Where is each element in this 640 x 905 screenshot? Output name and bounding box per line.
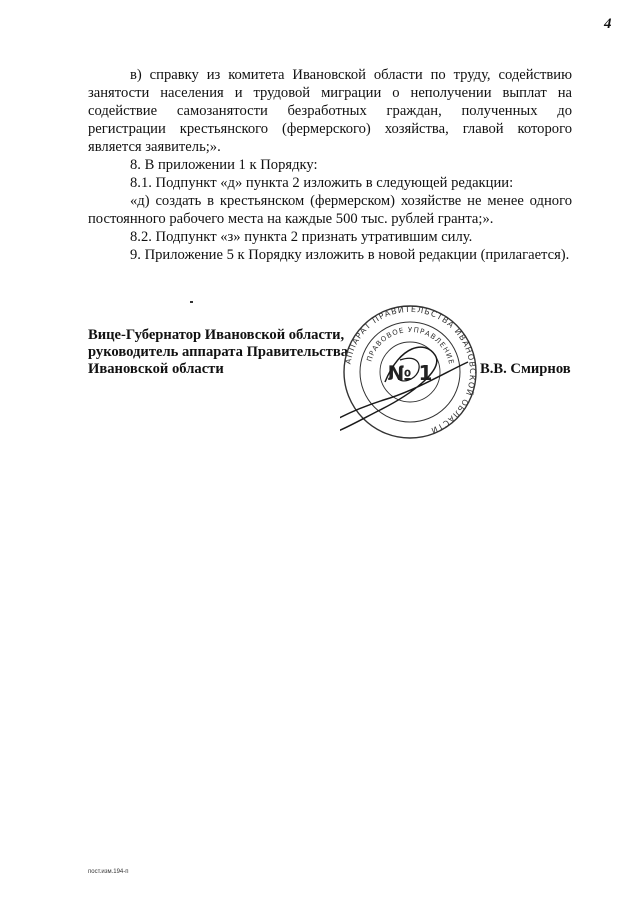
stamp-outer-text: АППАРАТ ПРАВИТЕЛЬСТВА ИВАНОВСКОЙ ОБЛАСТИ [343, 304, 478, 436]
paragraph-item-v: в) справку из комитета Ивановской области по труду, содействию занятости населения и трудовой миграции о неполучении выплат на содействие самозанятости безработных граждан, полученных до регистрации крестьянского (фермерского) хозяйства, главой которого является заявитель;». [88, 67, 572, 155]
position-line-2: руководитель аппарата Правительства [88, 344, 348, 360]
stamp-number: № 1 [387, 361, 433, 385]
paragraph-8-1: 8.1. Подпункт «д» пункта 2 изложить в следующей редакции: [130, 175, 514, 191]
svg-text:ПРАВОВОЕ УПРАВЛЕНИЕ [365, 326, 455, 366]
document-footer-code: пост.изм.194-п [88, 869, 129, 875]
paragraph-8: 8. В приложении 1 к Порядку: [130, 157, 318, 173]
paragraph-d-quote: «д) создать в крестьянском (фермерском) хозяйстве не менее одного постоянного рабочего места на каждые 500 тыс. рублей гранта;». [88, 193, 572, 227]
signatory-name: В.В. Смирнов [480, 361, 571, 377]
scan-speck [190, 301, 193, 303]
position-line-1: Вице-Губернатор Ивановской области, [88, 327, 345, 343]
position-line-3: Ивановской области [88, 361, 224, 377]
paragraph-9: 9. Приложение 5 к Порядку изложить в новой редакции (прилагается). [130, 247, 570, 263]
document-body [88, 66, 572, 264]
stamp-inner-text: ПРАВОВОЕ УПРАВЛЕНИЕ [365, 325, 456, 366]
paragraph-8-2: 8.2. Подпункт «з» пункта 2 признать утратившим силу. [130, 229, 473, 245]
official-seal-stamp [340, 300, 480, 450]
page-number: 4 [604, 16, 612, 32]
